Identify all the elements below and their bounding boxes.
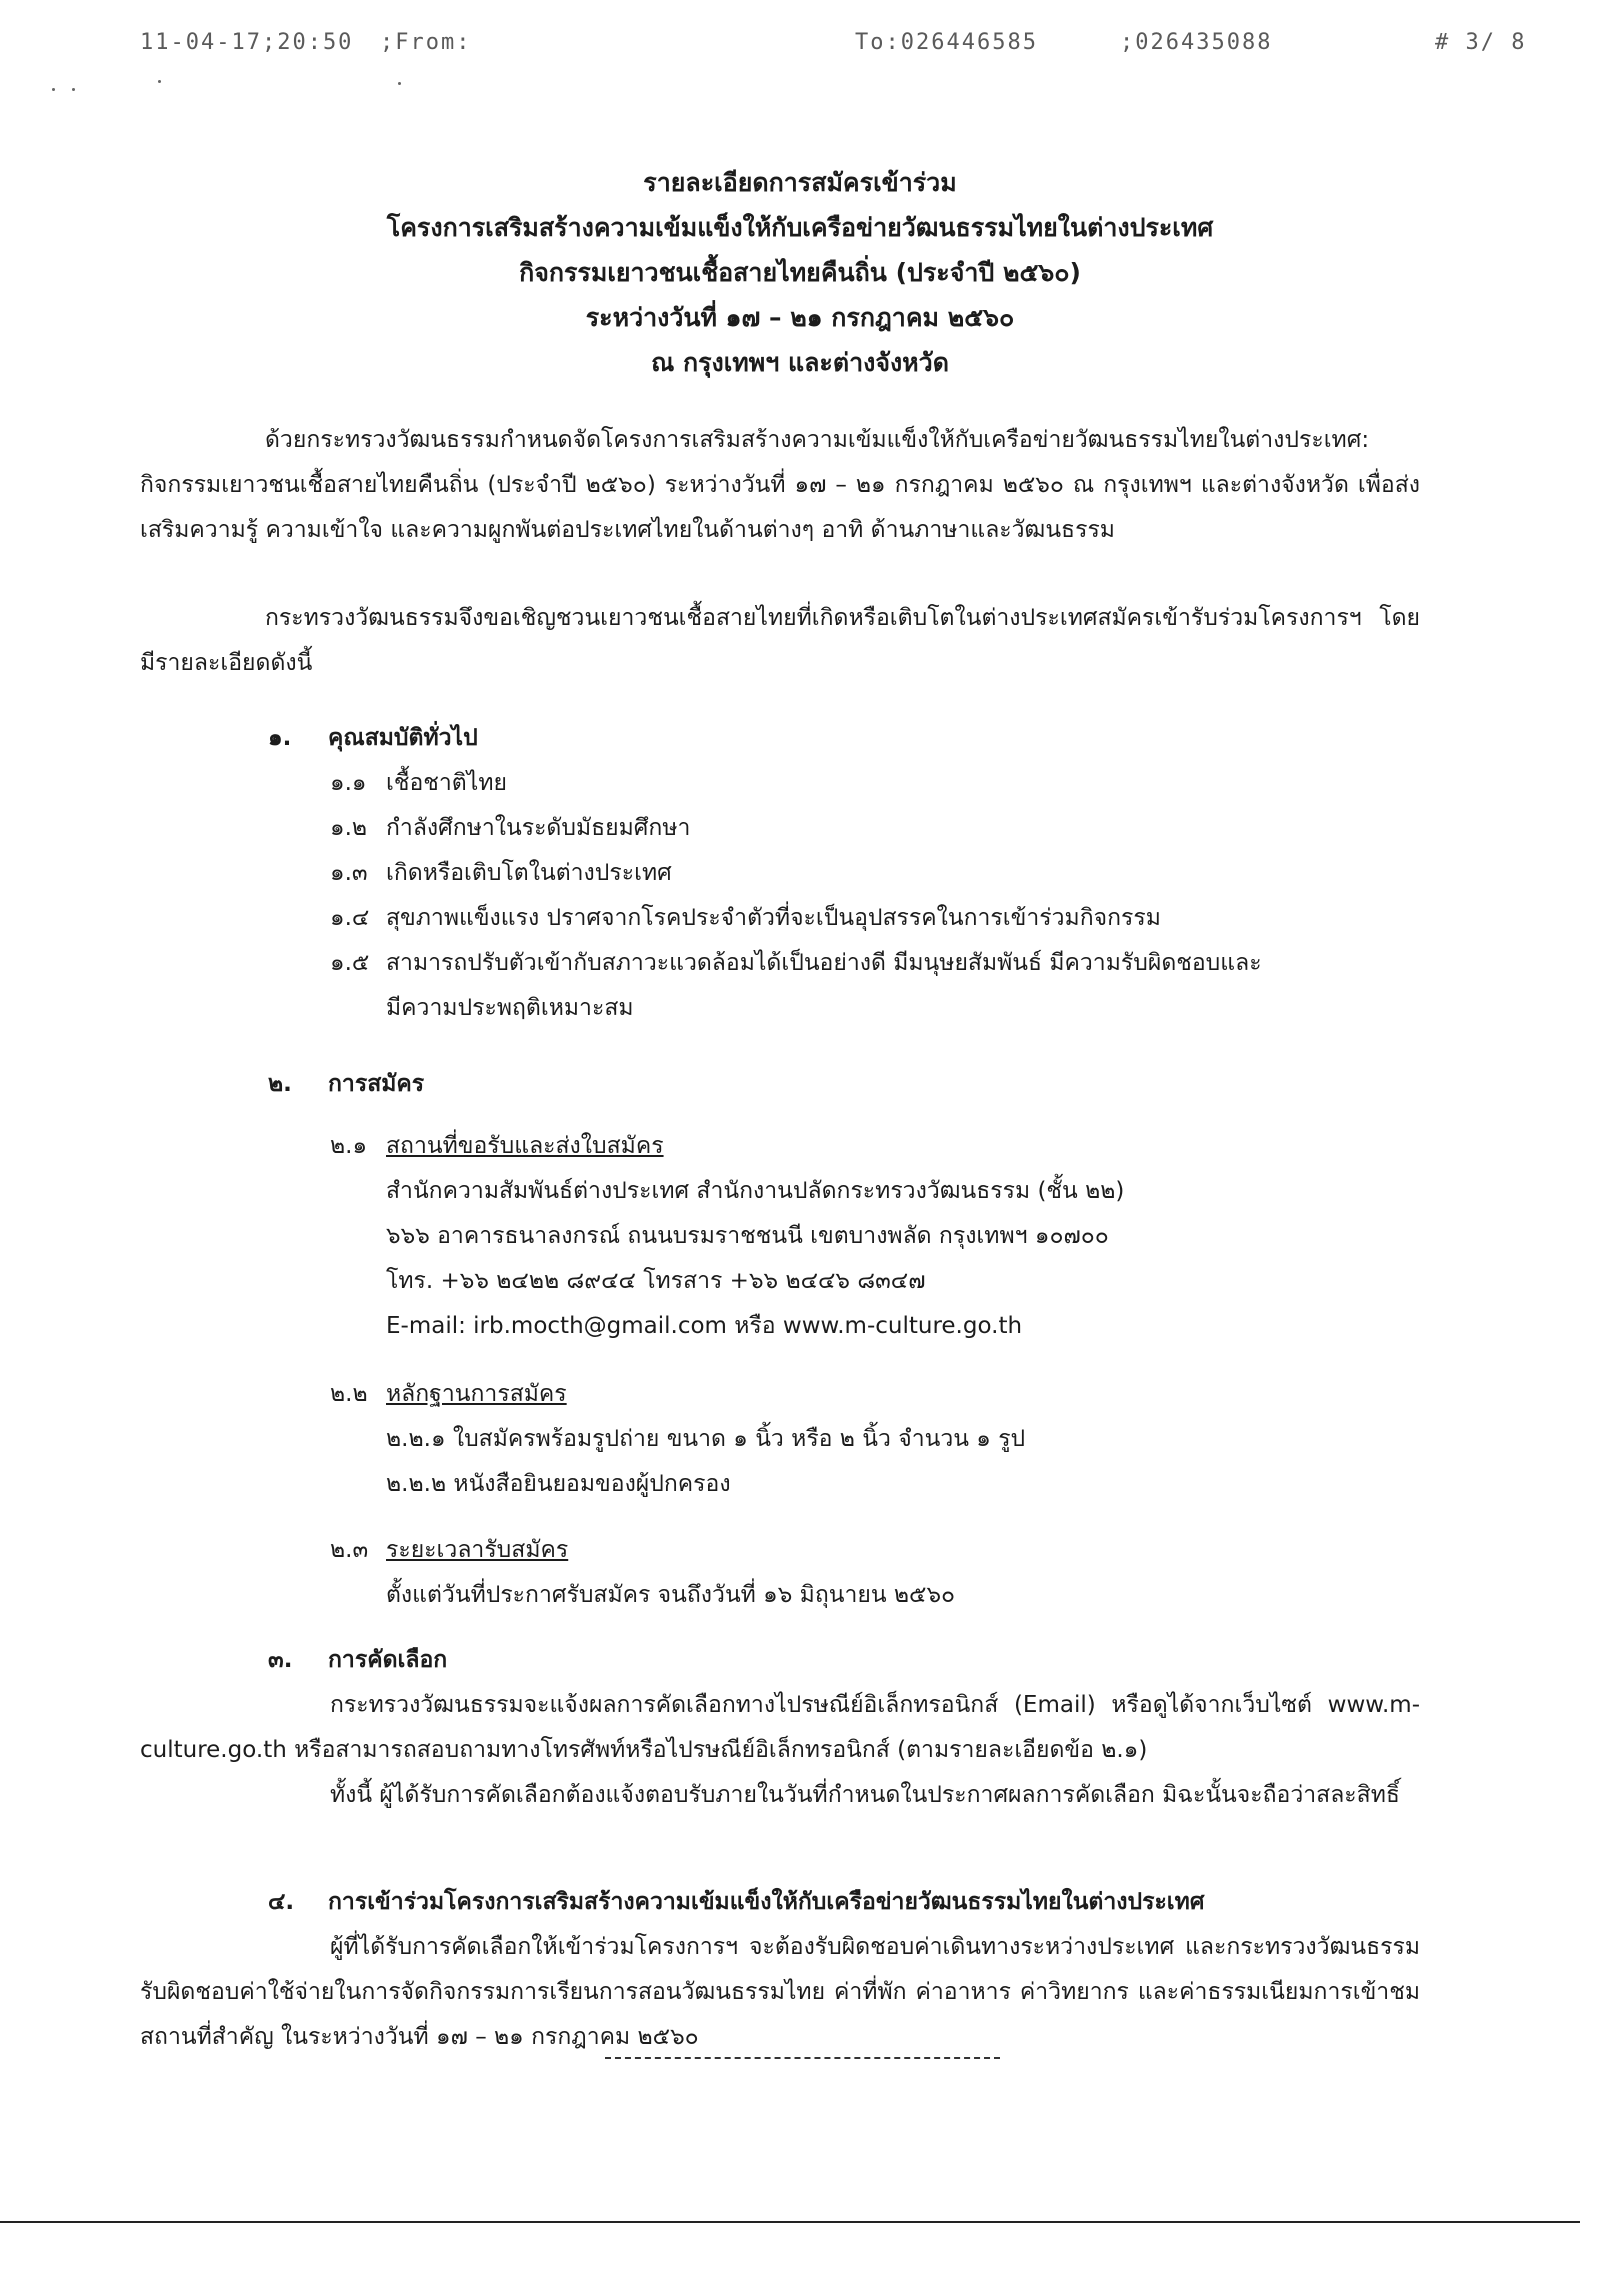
list-item: ๑.๕ สามารถปรับตัวเข้ากับสภาวะแวดล้อมได้เป็นอย่างดี มีมนุษยสัมพันธ์ มีความรับผิดชอบและ <box>330 950 1262 976</box>
fax-from: ;From: <box>380 30 472 55</box>
section-3-paragraph-2: ทั้งนี้ ผู้ได้รับการคัดเลือกต้องแจ้งตอบรับภายในวันที่กำหนดในประกาศผลการคัดเลือก มิฉะนั้นจะถือว่าสละสิทธิ์ <box>330 1782 1400 1808</box>
list-item: ตั้งแต่วันที่ประกาศรับสมัคร จนถึงวันที่ ๑๖ มิถุนายน ๒๕๖๐ <box>386 1582 956 1608</box>
section-1 <box>140 716 1420 1031</box>
section-1-title: คุณสมบัติทั่วไป <box>328 725 478 751</box>
section-3-paragraph-1: กระทรวงวัฒนธรรมจะแจ้งผลการคัดเลือกทางไปรษณีย์อิเล็กทรอนิกส์ (Email) หรือดูได้จากเว็บไซต์ www.m-culture.go.th หรือสามารถสอบถามทางโทรศัพท์หรือไปรษณีย์อิเล็กทรอนิกส์ (ตามรายละเอียดข้อ ๒.๑) <box>140 1692 1420 1763</box>
title-line-5: ณ กรุงเทพฯ และต่างจังหวัด <box>651 348 949 377</box>
subsection-heading: ๒.๓ ระยะเวลารับสมัคร <box>330 1537 569 1563</box>
section-1-number: ๑. <box>268 725 292 751</box>
section-4 <box>140 1880 1420 2060</box>
title-line-4: ระหว่างวันที่ ๑๗ – ๒๑ กรกฎาคม ๒๕๖๐ <box>585 303 1015 332</box>
bottom-rule <box>0 2221 1580 2223</box>
list-item: ๑.๔ สุขภาพแข็งแรง ปราศจากโรคประจำตัวที่จะเป็นอุปสรรคในการเข้าร่วมกิจกรรม <box>330 905 1161 931</box>
scan-speck <box>398 82 401 85</box>
intro-paragraph-2: กระทรวงวัฒนธรรมจึงขอเชิญชวนเยาวชนเชื้อสายไทยที่เกิดหรือเติบโตในต่างประเทศสมัครเข้ารับร่วมโครงการฯ โดยมีรายละเอียดดังนี้ <box>140 605 1420 676</box>
section-1-heading <box>140 716 1420 761</box>
section-2-title: การสมัคร <box>328 1071 425 1097</box>
phone-fax-line: โทร. +๖๖ ๒๔๒๒ ๘๙๔๔ โทรสาร +๖๖ ๒๔๔๖ ๘๓๔๗ <box>386 1268 926 1294</box>
scan-speck <box>72 88 75 91</box>
fax-to: To:026446585 <box>855 30 1038 55</box>
section-4-heading <box>140 1880 1420 1925</box>
section-3-title: การคัดเลือก <box>328 1647 448 1673</box>
scan-speck <box>158 80 161 83</box>
scan-speck <box>52 88 55 91</box>
list-item-continuation: มีความประพฤติเหมาะสม <box>386 995 634 1021</box>
fax-header <box>140 30 1560 70</box>
title-line-2: โครงการเสริมสร้างความเข้มแข็งให้กับเครือข่ายวัฒนธรรมไทยในต่างประเทศ <box>386 213 1214 242</box>
section-2-3 <box>140 1528 1420 1618</box>
title-line-1: รายละเอียดการสมัครเข้าร่วม <box>643 168 957 197</box>
subsection-heading: ๒.๑ สถานที่ขอรับและส่งใบสมัคร <box>330 1133 664 1159</box>
section-2-1 <box>140 1124 1420 1349</box>
fax-page: # 3/ 8 <box>1435 30 1527 55</box>
list-item: ๑.๑ เชื้อชาติไทย <box>330 770 507 796</box>
section-2 <box>140 1062 1420 1107</box>
section-4-title: การเข้าร่วมโครงการเสริมสร้างความเข้มแข็งให้กับเครือข่ายวัฒนธรรมไทยในต่างประเทศ <box>328 1889 1205 1915</box>
section-4-number: ๔. <box>268 1889 295 1915</box>
section-2-2 <box>140 1372 1420 1507</box>
title-line-3: กิจกรรมเยาวชนเชื้อสายไทยคืนถิ่น (ประจำปี ๒๕๖๐) <box>519 258 1081 287</box>
section-2-number: ๒. <box>268 1071 292 1097</box>
end-dashed-line <box>605 2057 1000 2059</box>
list-item: ๑.๓ เกิดหรือเติบโตในต่างประเทศ <box>330 860 672 886</box>
document-title <box>0 160 1600 385</box>
section-4-paragraph-1: ผู้ที่ได้รับการคัดเลือกให้เข้าร่วมโครงการฯ จะต้องรับผิดชอบค่าเดินทางระหว่างประเทศ และกระทรวงวัฒนธรรมรับผิดชอบค่าใช้จ่ายในการจัดกิจกรรมการเรียนการสอนวัฒนธรรมไทย ค่าที่พัก ค่าอาหาร ค่าวิทยากร และค่าธรรมเนียมการเข้าชมสถานที่สำคัญ ในระหว่างวันที่ ๑๗ – ๒๑ กรกฎาคม ๒๕๖๐ <box>140 1934 1420 2050</box>
section-3-heading <box>140 1638 1420 1683</box>
list-item: ๒.๒.๑ ใบสมัครพร้อมรูปถ่าย ขนาด ๑ นิ้ว หรือ ๒ นิ้ว จำนวน ๑ รูป <box>386 1426 1026 1452</box>
fax-number: ;026435088 <box>1120 30 1273 55</box>
intro-paragraph-1: ด้วยกระทรวงวัฒนธรรมกำหนดจัดโครงการเสริมสร้างความเข้มแข็งให้กับเครือข่ายวัฒนธรรมไทยในต่างประเทศ: กิจกรรมเยาวชนเชื้อสายไทยคืนถิ่น (ประจำปี ๒๕๖๐) ระหว่างวันที่ ๑๗ – ๒๑ กรกฎาคม ๒๕๖๐ ณ กรุงเทพฯ และต่างจังหวัด เพื่อส่งเสริมความรู้ ความเข้าใจ และความผูกพันต่อประเทศไทยในด้านต่างๆ อาทิ ด้านภาษาและวัฒนธรรม <box>140 427 1420 543</box>
section-2-heading <box>140 1062 1420 1107</box>
subsection-heading: ๒.๒ หลักฐานการสมัคร <box>330 1381 567 1407</box>
email-web-line: E-mail: irb.mocth@gmail.com หรือ www.m-culture.go.th <box>386 1313 1023 1339</box>
section-3 <box>140 1638 1420 1818</box>
list-item: ๑.๒ กำลังศึกษาในระดับมัธยมศึกษา <box>330 815 691 841</box>
fax-datetime: 11-04-17;20:50 <box>140 30 354 55</box>
list-item: ๒.๒.๒ หนังสือยินยอมของผู้ปกครอง <box>386 1471 731 1497</box>
section-3-number: ๓. <box>268 1647 293 1673</box>
address-line: ๖๖๖ อาคารธนาลงกรณ์ ถนนบรมราชชนนี เขตบางพลัด กรุงเทพฯ ๑๐๗๐๐ <box>386 1223 1109 1249</box>
address-line: สำนักความสัมพันธ์ต่างประเทศ สำนักงานปลัดกระทรวงวัฒนธรรม (ชั้น ๒๒) <box>386 1178 1125 1204</box>
